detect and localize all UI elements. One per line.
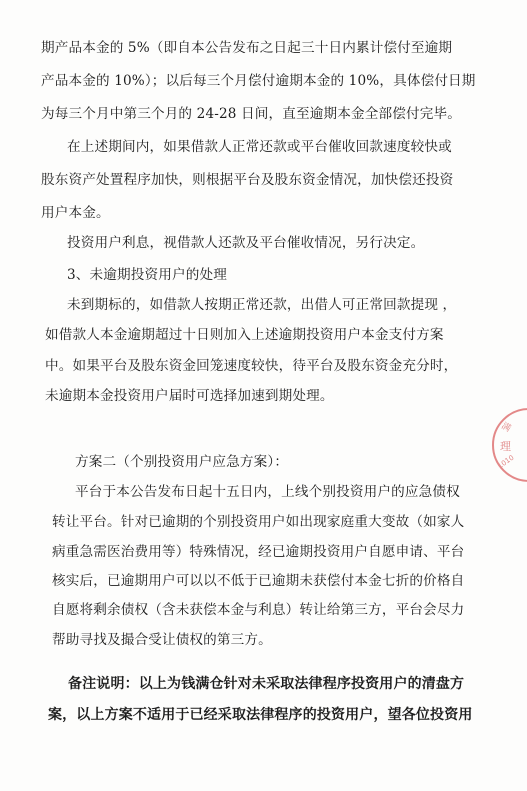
remark-line-2: 案，以上方案不适用于已经采取法律程序的投资用户，望各位投资用 — [48, 707, 473, 723]
paragraph-5-line-6: 帮助寻找及撮合受让债权的第三方。 — [52, 632, 272, 648]
plan-2-heading: 方案二（个别投资用户应急方案）： — [75, 454, 289, 470]
paragraph-5-line-5: 自愿将剩余债权（含未获偿本金与利息）转让给第三方，平台会尽力 — [52, 602, 465, 618]
paragraph-3-line-1: 投资用户利息，视借款人还款及平台催收情况，另行决定。 — [67, 235, 425, 251]
remark-line-1: 备注说明：以上为钱满仓针对未采取法律程序投资用户的清盘方 — [68, 676, 465, 692]
stamp-char-1: 满 — [499, 421, 513, 435]
paragraph-5-line-1: 平台于本公告发布日起十五日内，上线个别投资用户的应急债权 — [75, 484, 460, 500]
paragraph-1-line-3: 为每三个月中第三个月的 24-28 日间，直至逾期本金全部偿付完毕。 — [41, 106, 461, 122]
paragraph-5-line-3: 病重急需医治费用等）特殊情况，经已逾期投资用户自愿申请、平台 — [52, 544, 465, 560]
paragraph-5-line-4: 核实后，已逾期用户可以以不低于已逾期未获偿付本金七折的价格自 — [52, 573, 465, 589]
paragraph-4-line-4: 未逾期本金投资用户届时可选择加速到期处理。 — [45, 388, 334, 404]
paragraph-5-line-2: 转让平台。针对已逾期的个别投资用户如出现家庭重大变故（如家人 — [52, 514, 465, 530]
paragraph-4-line-3: 中。如果平台及股东资金回笼速度较快，待平台及股东资金充分时， — [45, 358, 458, 374]
paragraph-1-line-1: 期产品本金的 5%（即自本公告发布之日起三十日内累计偿付至逾期 — [41, 40, 453, 56]
paragraph-4-line-1: 未到期标的，如借款人按期正常还款，出借人可正常回款提现 ， — [67, 297, 457, 313]
paragraph-1-line-2: 产品本金的 10%）；以后每三个月偿付逾期本金的 10%，具体偿付日期 — [41, 73, 476, 89]
stamp-number: 1010 — [496, 453, 516, 471]
company-seal-stamp — [492, 408, 527, 482]
paragraph-2-line-3: 用户本金。 — [41, 205, 110, 221]
paragraph-2-line-2: 股东资产处置程序加快，则根据平台及股东资金情况，加快偿还投资 — [41, 172, 454, 188]
section-3-heading: 3、未逾期投资用户的处理 — [67, 267, 227, 283]
paragraph-2-line-1: 在上述期间内，如果借款人正常还款或平台催收回款速度较快或 — [67, 139, 452, 155]
paragraph-4-line-2: 如借款人本金逾期超过十日则加入上述逾期投资用户本金支付方案 — [45, 327, 444, 343]
stamp-char-2: 理 — [500, 440, 511, 453]
